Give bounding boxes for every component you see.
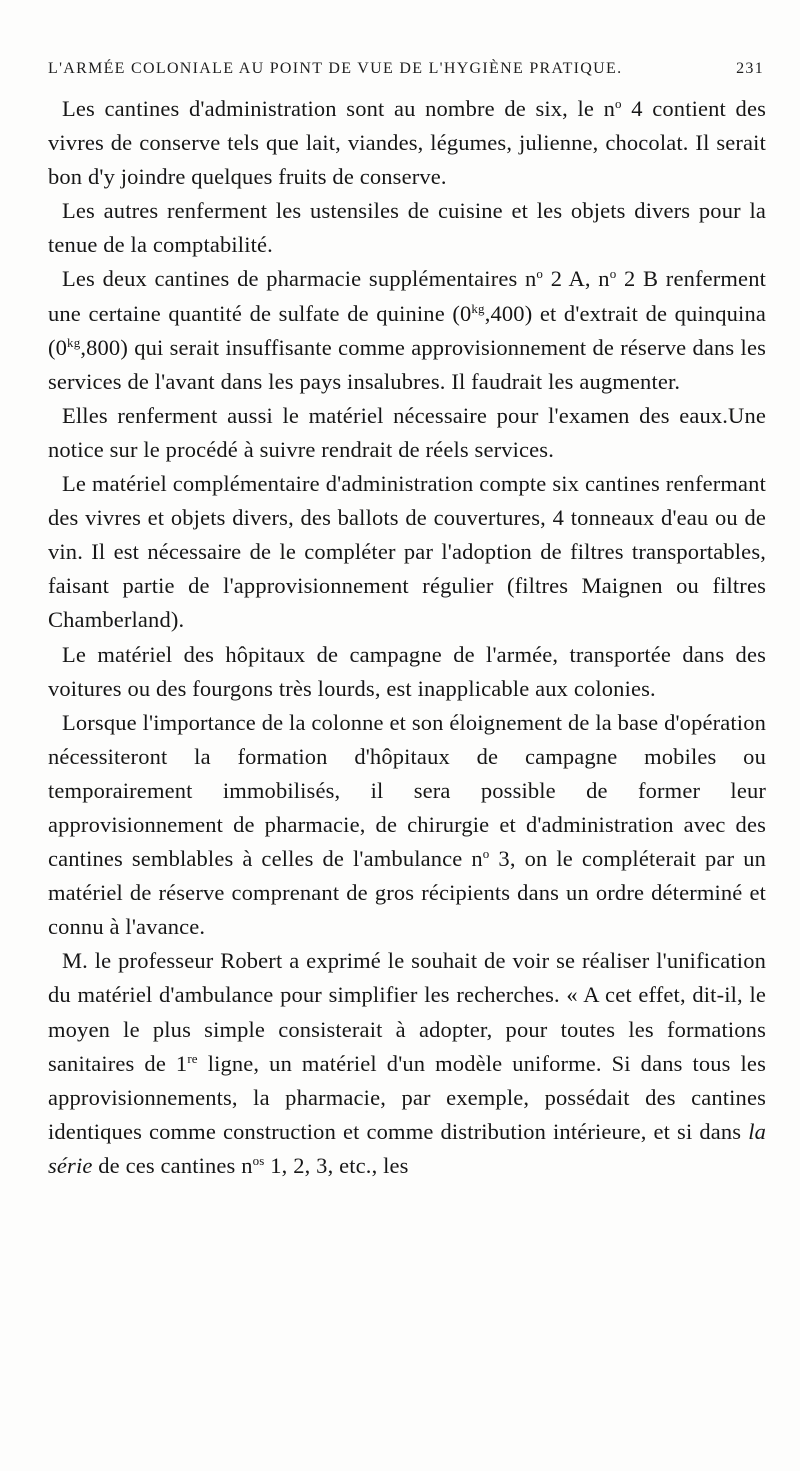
paragraph-4	[48, 399, 766, 467]
text-run: Les deux cantines de pharmacie supplémentaires n	[62, 266, 537, 292]
text-run: Le matériel complémentaire d'administration compte six cantines renfermant des vivres et objets divers, des ballots de couvertures, 4 tonneaux d'eau ou de vin. Il est nécessaire de le compléter par l'adoption de filtres transportables, faisant partie de l'approvisionnement régulier (filtres Maignen ou filtres Chamberland).	[48, 471, 766, 633]
running-head	[48, 60, 764, 78]
paragraph-1	[48, 92, 766, 194]
superscript: kg	[67, 334, 81, 350]
body-text	[48, 92, 766, 1183]
text-run: Les cantines d'administration sont au nombre de six, le n	[62, 96, 616, 121]
paragraph-7	[48, 706, 766, 945]
text-run: Lorsque l'importance de la colonne et son éloignement de la base d'opération nécessiteront la formation d'hôpitaux de campagne mobiles ou temporairement immobilisés, il sera possible de former leur approvisionnement de pharmacie, de chirurgie et d'administration avec des cantines semblables à celles de l'ambulance n	[48, 709, 766, 872]
text-run: Les autres renferment les ustensiles de cuisine et les objets divers pour la tenue de la comptabilité.	[48, 198, 766, 258]
superscript: o	[536, 266, 544, 282]
italic-text: la série	[48, 1118, 766, 1178]
paragraph-8	[48, 944, 766, 1183]
text-run: ,800) qui serait insuffisante comme approvisionnement de réserve dans les services de l'avant dans les pays insalubres. Il faudrait les augmenter.	[48, 334, 766, 394]
superscript: o	[615, 96, 622, 111]
text-run: Elles renferment aussi le matériel nécessaire pour l'examen des eaux.Une notice sur le procédé à suivre rendrait de réels services.	[48, 402, 766, 462]
superscript: os	[252, 1152, 265, 1168]
text-run: 2 A, n	[543, 266, 610, 292]
text-run: 4 contient des vivres de conserve tels que lait, viandes, légumes, julienne, chocolat. Il serait bon d'y joindre quelques fruits de conserve.	[48, 96, 766, 190]
superscript: o	[609, 266, 617, 282]
text-run: M. le professeur Robert a exprimé le souhait de voir se réaliser l'unification du matériel d'ambulance pour simplifier les recherches. « A cet effet, dit-il, le moyen le plus simple consisterait à adopter, pour toutes les formations sanitaires de 1	[48, 948, 766, 1076]
paragraph-3	[48, 262, 766, 398]
text-run: 3, on le compléterait par un matériel de réserve comprenant de gros récipients dans un ordre déterminé et connu à l'avance.	[48, 846, 766, 940]
text-run: 1, 2, 3, etc., les	[264, 1152, 409, 1178]
text-run: 2 B renferment une certaine quantité de sulfate de quinine (0	[48, 266, 766, 326]
text-run: ligne, un matériel d'un modèle uniforme. Si dans tous les approvisionnements, la pharmacie, par exemple, possédait des cantines identiques comme construction et comme distribution intérieure, et si dans	[48, 1050, 766, 1144]
text-run: de ces cantines n	[92, 1152, 253, 1178]
paragraph-6	[48, 638, 766, 706]
superscript: re	[187, 1050, 198, 1066]
page-number: 231	[736, 60, 764, 77]
superscript: o	[482, 846, 490, 862]
text-run: ,400) et d'extrait de quinquina (0	[48, 300, 766, 360]
paragraph-2	[48, 194, 766, 262]
superscript: kg	[471, 300, 485, 316]
paragraph-5	[48, 467, 766, 637]
text-run: Le matériel des hôpitaux de campagne de l'armée, transportée dans des voitures ou des fourgons très lourds, est inapplicable aux colonies.	[48, 641, 766, 701]
running-head-title: L'ARMÉE COLONIALE AU POINT DE VUE DE L'HYGIÈNE PRATIQUE.	[48, 60, 623, 77]
